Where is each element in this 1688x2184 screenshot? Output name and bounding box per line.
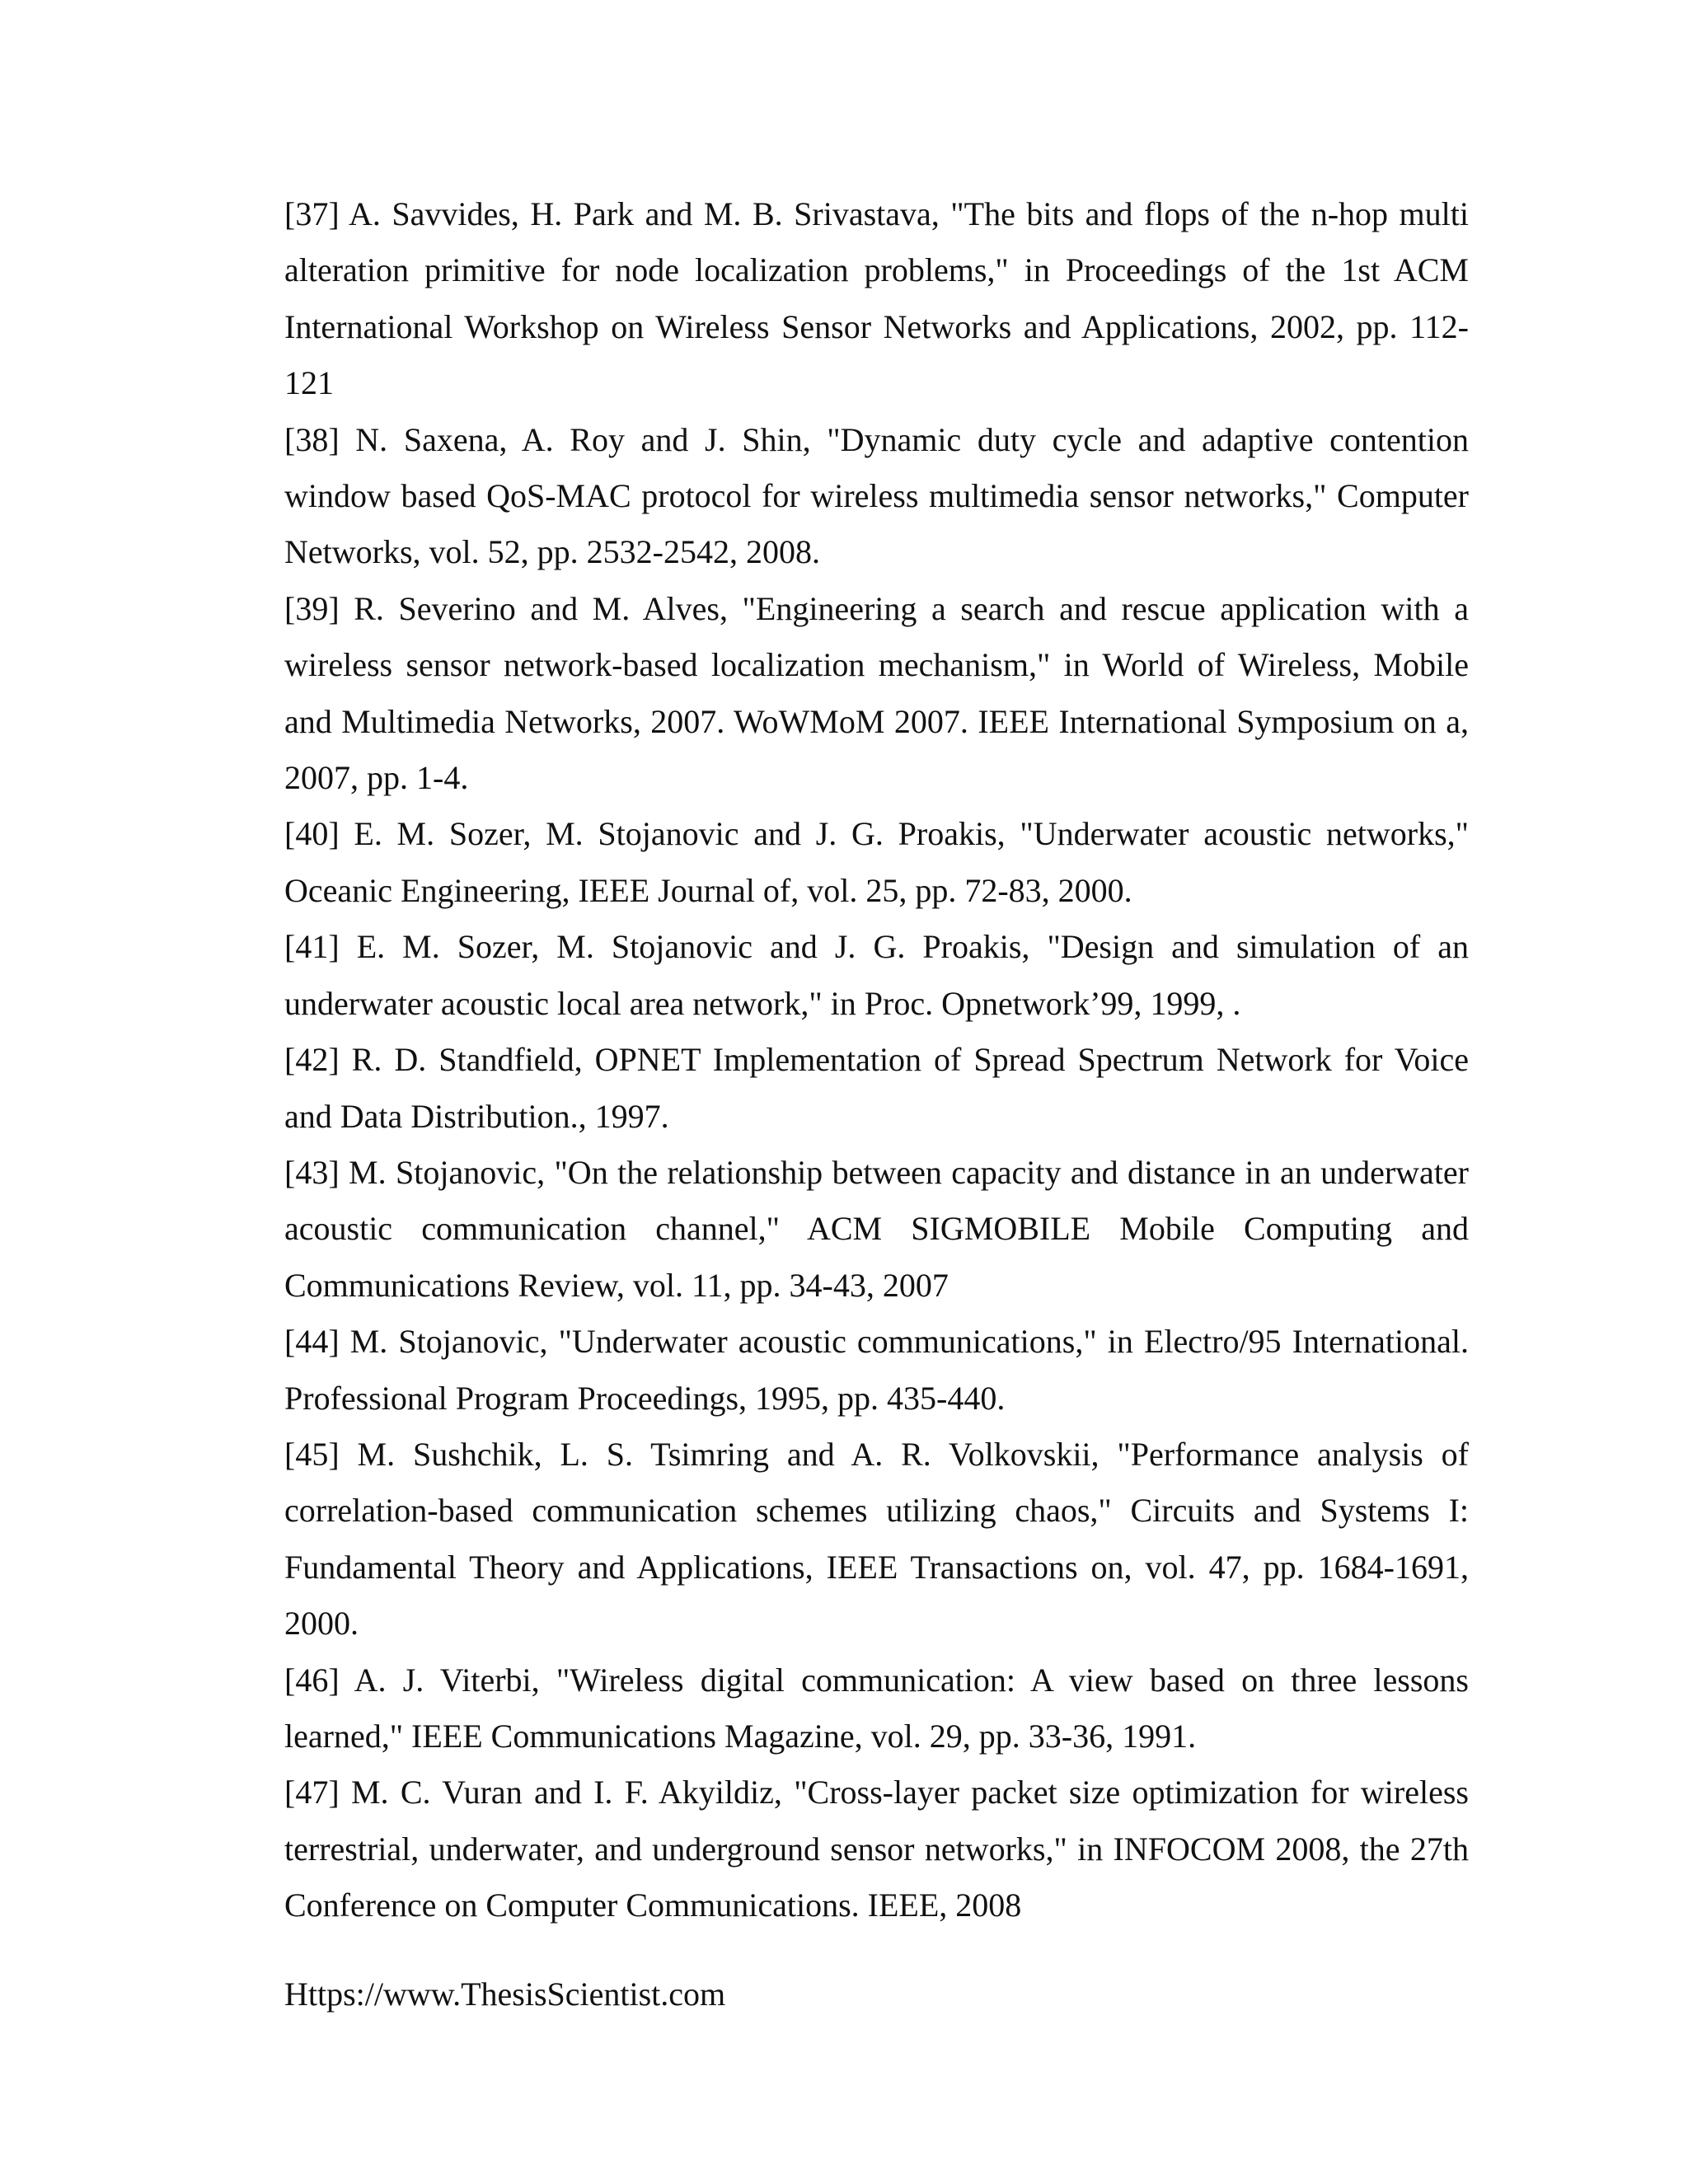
reference-46: [46] A. J. Viterbi, "Wireless digital communication: A view based on three lessons learned," IEEE Communications Magazine, vol. 29, pp. 33-36, 1991. [284,1661,1469,1755]
reference-47: [47] M. C. Vuran and I. F. Akyildiz, "Cross-layer packet size optimization for wireless terrestrial, underwater, and underground sensor networks," in INFOCOM 2008, the 27th Conference on Computer Communications. IEEE, 2008 [284,1774,1469,1924]
reference-40: [40] E. M. Sozer, M. Stojanovic and J. G. Proakis, "Underwater acoustic networks," Oceanic Engineering, IEEE Journal of, vol. 25, pp. 72-83, 2000. [284,815,1469,909]
reference-41: [41] E. M. Sozer, M. Stojanovic and J. G. Proakis, "Design and simulation of an underwater acoustic local area network," in Proc. Opnetwork’99, 1999, . [284,928,1469,1022]
reference-39: [39] R. Severino and M. Alves, "Engineering a search and rescue application with a wireless sensor network-based localization mechanism," in World of Wireless, Mobile and Multimedia Networks, 2007. WoWMoM 2007. IEEE International Symposium on a, 2007, pp. 1-4. [284,589,1469,797]
reference-38: [38] N. Saxena, A. Roy and J. Shin, "Dynamic duty cycle and adaptive contention window based QoS-MAC protocol for wireless multimedia sensor networks," Computer Networks, vol. 52, pp. 2532-2542, 2008. [284,420,1469,571]
reference-43: [43] M. Stojanovic, "On the relationship between capacity and distance in an underwater acoustic communication channel," ACM SIGMOBILE Mobile Computing and Communications Review, vol. 11, pp. 34-43, 2007 [284,1153,1469,1304]
reference-list [284,186,1469,1934]
footer-url: Https://www.ThesisScientist.com [284,1975,726,2013]
reference-37: [37] A. Savvides, H. Park and M. B. Srivastava, "The bits and flops of the n-hop multi alteration primitive for node localization problems," in Proceedings of the 1st ACM International Workshop on Wireless Sensor Networks and Applications, 2002, pp. 112-121 [284,195,1469,402]
reference-45: [45] M. Sushchik, L. S. Tsimring and A. R. Volkovskii, "Performance analysis of correlation-based communication schemes utilizing chaos," Circuits and Systems I: Fundamental Theory and Applications, IEEE Transactions on, vol. 47, pp. 1684-1691, 2000. [284,1435,1469,1643]
reference-42: [42] R. D. Standfield, OPNET Implementation of Spread Spectrum Network for Voice and Data Distribution., 1997. [284,1041,1469,1135]
reference-44: [44] M. Stojanovic, "Underwater acoustic communications," in Electro/95 International. Professional Program Proceedings, 1995, pp. 435-440. [284,1323,1469,1417]
